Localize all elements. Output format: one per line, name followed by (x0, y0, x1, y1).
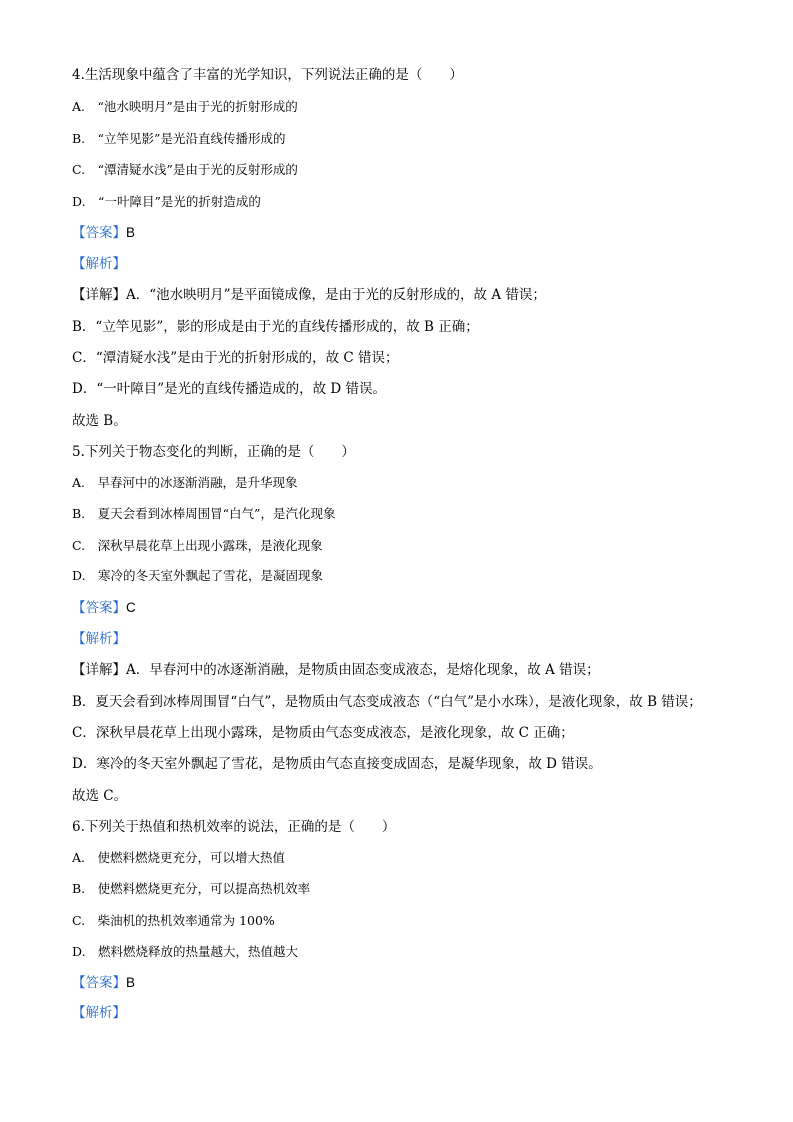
q4-stem: 4.生活现象中蕴含了丰富的光学知识，下列说法正确的是（ ） (72, 67, 463, 83)
q5-detail-d: D．寒冷的冬天室外飘起了雪花，是物质由气态直接变成固态，是凝华现象，故 D 错误。 (72, 756, 602, 772)
q5-option-b: B. 夏天会看到冰棒周围冒“白气”，是汽化现象 (72, 506, 336, 521)
q6-analysis-tag: 【解析】 (72, 1005, 126, 1021)
q5-detail-b: B．夏天会看到冰棒周围冒“白气”，是物质由气态变成液态（“白气”是小水珠），是液化现象，故 B 错误； (72, 694, 702, 710)
q4-detail-first (72, 286, 546, 304)
q4-answer-tag: 【答案】 (72, 225, 126, 241)
q5-option-c: C. 深秋早晨花草上出现小露珠，是液化现象 (72, 538, 323, 553)
q6-answer-value: B (126, 975, 136, 990)
q5-option-a: A. 早春河中的冰逐渐消融，是升华现象 (72, 475, 298, 490)
q4-option-c: C. “潭清疑水浅”是由于光的反射形成的 (72, 162, 298, 177)
q6-option-a: A. 使燃料燃烧更充分，可以增大热值 (72, 850, 286, 865)
q5-detail-text: A．早春河中的冰逐渐消融，是物质由固态变成液态，是熔化现象，故 A 错误； (126, 662, 600, 678)
q4-option-b: B. “立竿见影”是光沿直线传播形成的 (72, 131, 286, 146)
q5-option-d: D. 寒冷的冬天室外飘起了雪花，是凝固现象 (72, 568, 324, 583)
q6-option-d: D. 燃料燃烧释放的热量越大，热值越大 (72, 944, 299, 959)
q5-stem: 5.下列关于物态变化的判断，正确的是（ ） (72, 444, 355, 460)
q5-answer-tag: 【答案】 (72, 600, 126, 616)
q6-option-b: B. 使燃料燃烧更充分，可以提高热机效率 (72, 881, 311, 896)
q6-answer (72, 974, 135, 992)
q4-conclusion: 故选 B。 (72, 413, 127, 429)
q4-analysis-tag: 【解析】 (72, 256, 126, 272)
q4-answer-value: B (126, 225, 136, 240)
q5-answer (72, 599, 136, 617)
q5-conclusion: 故选 C。 (72, 788, 128, 804)
q4-detail-tag: 【详解】 (72, 287, 126, 303)
q4-detail-d: D．“一叶障目”是光的直线传播造成的，故 D 错误。 (72, 381, 387, 397)
q5-detail-tag: 【详解】 (72, 662, 126, 678)
q4-option-a: A. “池水映明月”是由于光的折射形成的 (72, 99, 298, 114)
q5-analysis-tag: 【解析】 (72, 631, 126, 647)
q5-detail-first (72, 661, 600, 679)
q6-answer-tag: 【答案】 (72, 975, 126, 991)
q4-detail-text: A．“池水映明月”是平面镜成像，是由于光的反射形成的，故 A 错误； (126, 287, 546, 303)
q6-option-c: C. 柴油机的热机效率通常为 100% (72, 913, 275, 928)
q4-detail-c: C．“潭清疑水浅”是由于光的折射形成的，故 C 错误； (72, 350, 399, 366)
q5-answer-value: C (126, 600, 136, 615)
q4-answer (72, 224, 135, 242)
q6-stem: 6.下列关于热值和热机效率的说法，正确的是（ ） (72, 819, 396, 835)
q4-detail-b: B．“立竿见影”，影的形成是由于光的直线传播形成的，故 B 正确； (72, 319, 479, 335)
q4-option-d: D. “一叶障目”是光的折射造成的 (72, 194, 261, 209)
q5-detail-c: C．深秋早晨花草上出现小露珠，是物质由气态变成液态，是液化现象，故 C 正确； (72, 725, 574, 741)
